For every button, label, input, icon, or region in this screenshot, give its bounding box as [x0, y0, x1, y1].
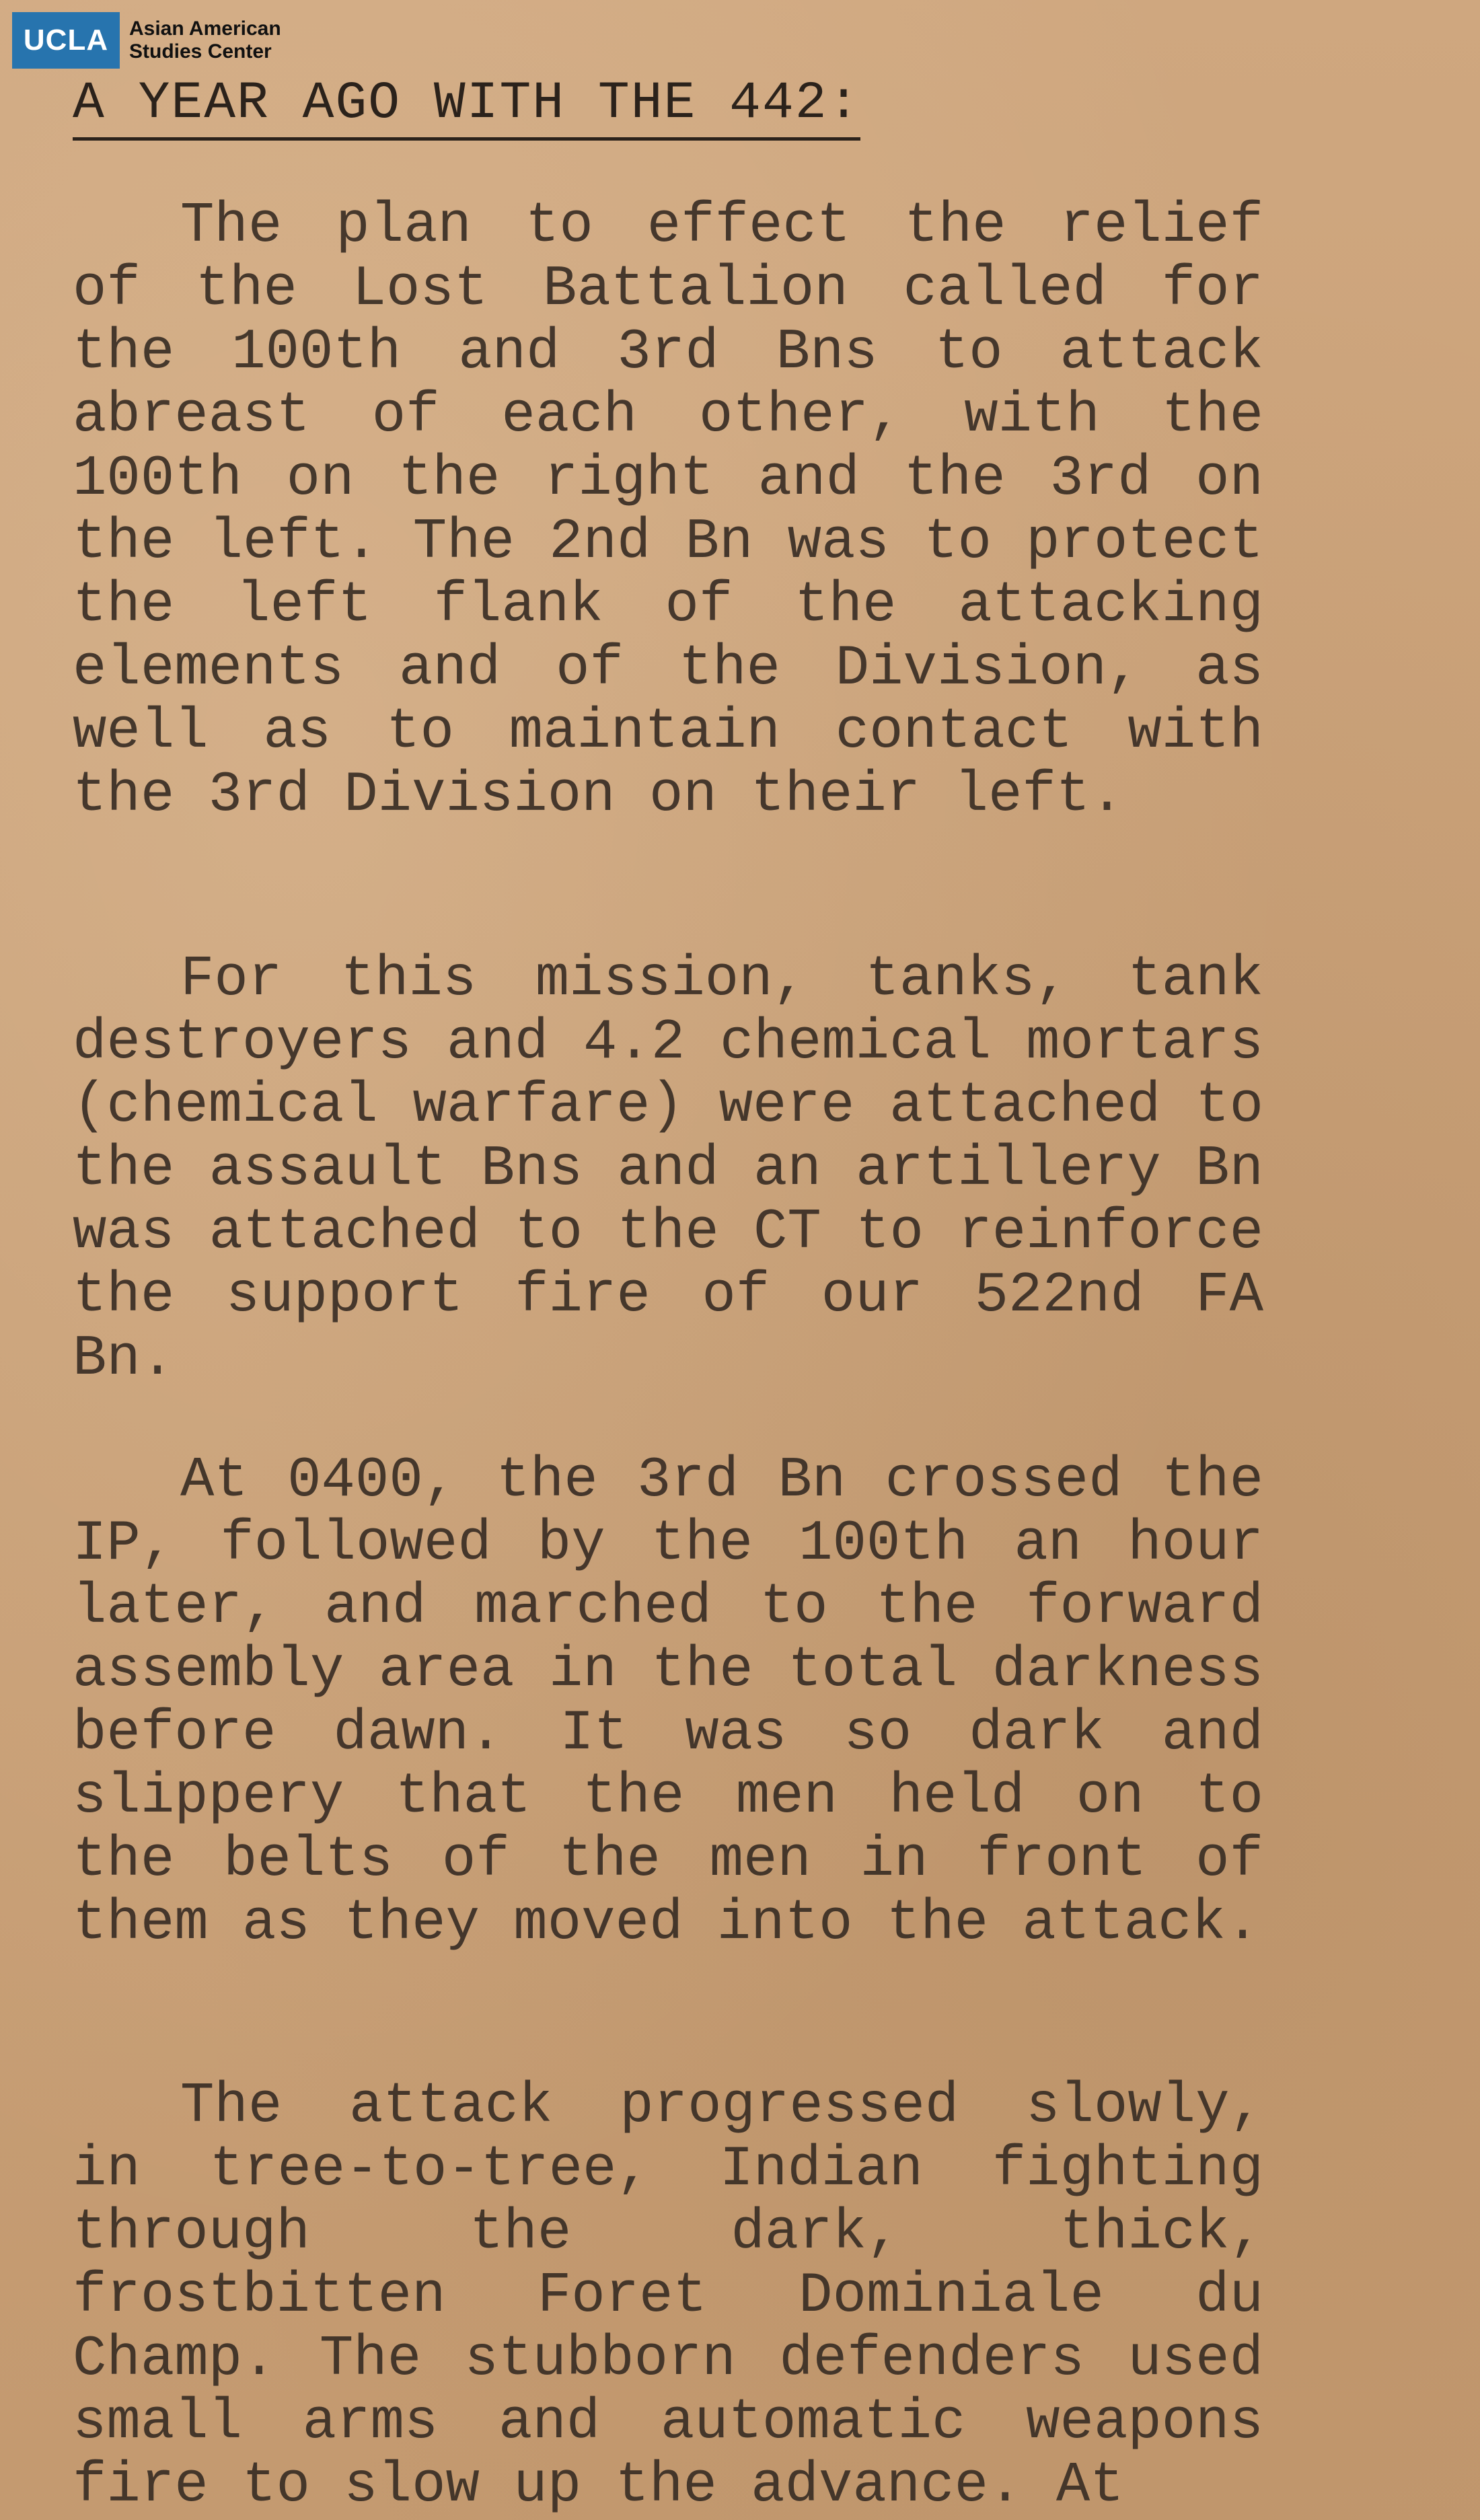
logo-caption [129, 17, 281, 63]
paragraph-3: At 0400, the 3rd Bn crossed the IP, followed by the 100th an hour later, and marched to the forward assembly area in the total darkness before dawn. It was so dark and slippery that the men held on to the belts of the men in front of them as they moved into the attack. [73, 1449, 1263, 1956]
paragraph-1: The plan to effect the relief of the Lost Battalion called for the 100th and 3rd Bns to attack abreast of each other, with the 100th on the right and the 3rd on the left. The 2nd Bn was to protect the left flank of the attacking elements and of the Division, as well as to maintain contact with the 3rd Division on their left. [73, 194, 1263, 827]
paragraph-2: For this mission, tanks, tank destroyers and 4.2 chemical mortars (chemical warfare) were attached to the assault Bns and an artillery Bn was attached to the CT to reinforce the support fire of our 522nd FA Bn. [73, 948, 1263, 1391]
paragraph-4: The attack progressed slowly, in tree-to-tree, Indian fighting through the dark, thick, frostbitten Foret Dominiale du Champ. The stubborn defenders used small arms and automatic weapons fire to slow up the advance. At [73, 2075, 1263, 2518]
ucla-logo [12, 12, 281, 69]
document-title: A YEAR AGO WITH THE 442: [73, 74, 860, 141]
logo-caption-line1: Asian American [129, 17, 281, 40]
logo-caption-line2: Studies Center [129, 40, 272, 63]
ucla-logo-mark: UCLA [12, 12, 120, 69]
